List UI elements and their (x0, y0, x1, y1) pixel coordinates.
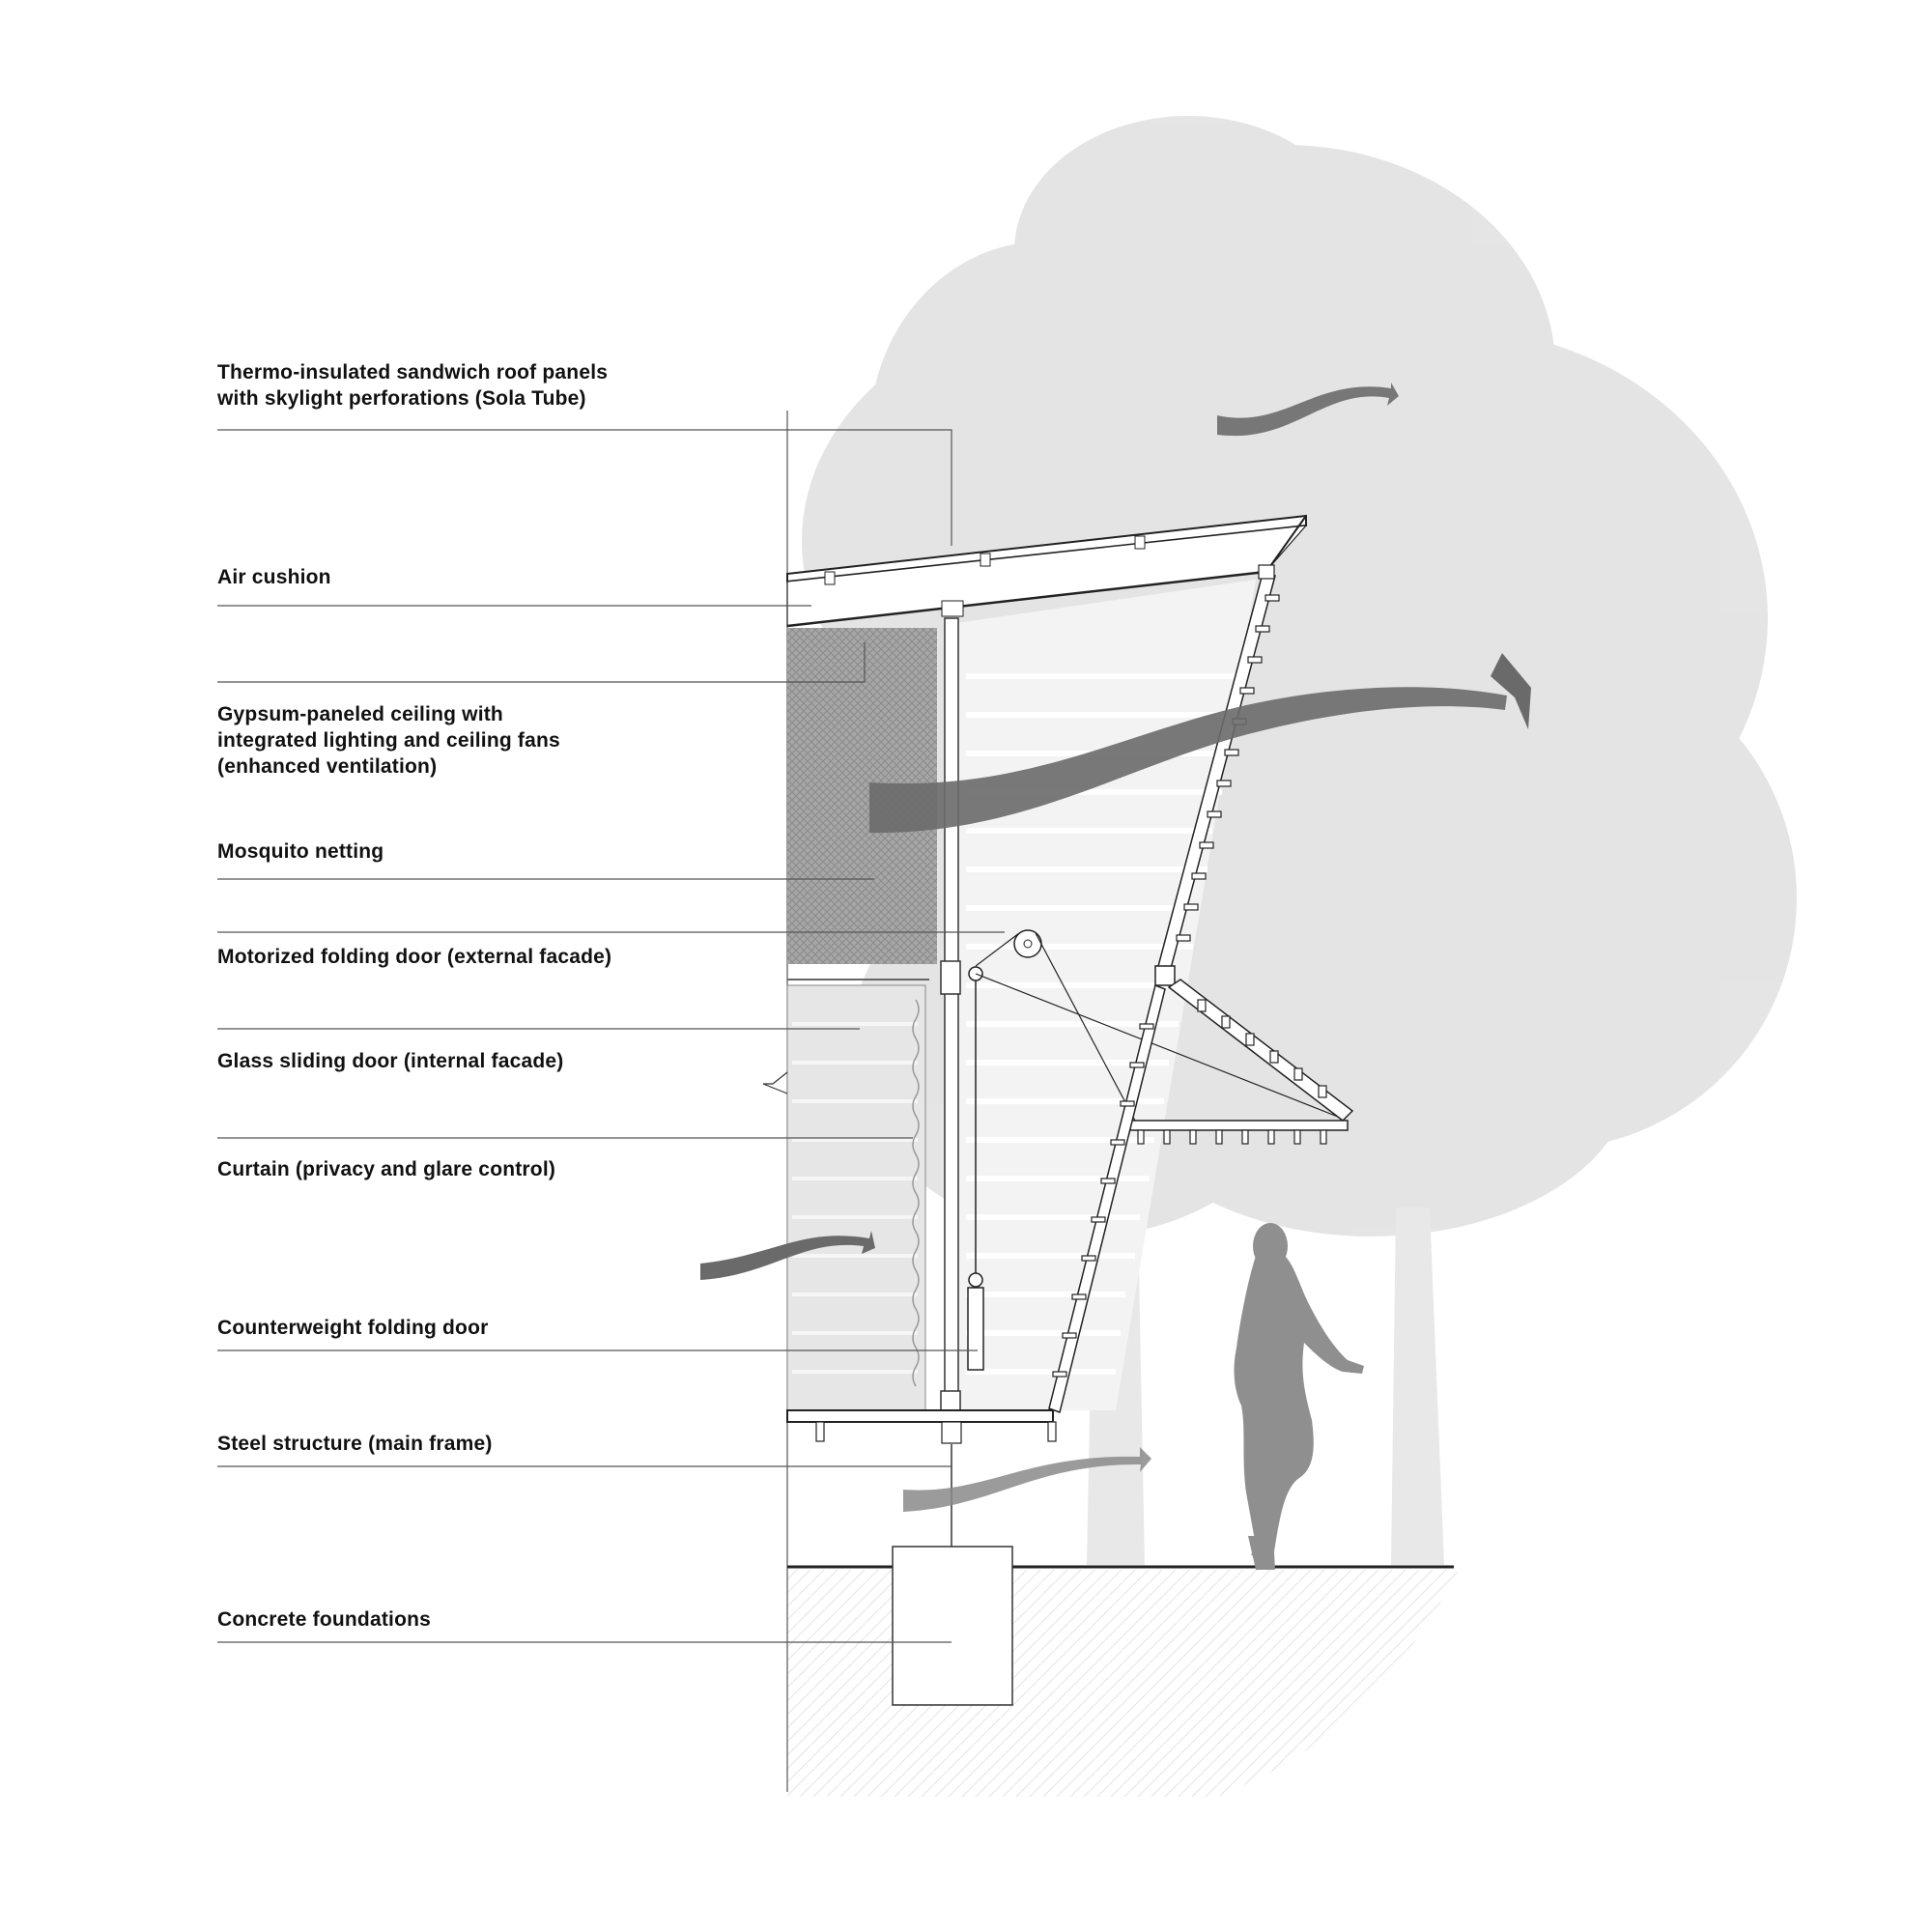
label-air-cushion: Air cushion (217, 566, 331, 588)
glass-door-panel (787, 980, 929, 1410)
label-steel-structure: Steel structure (main frame) (217, 1433, 493, 1455)
label-roof-panels: Thermo-insulated sandwich roof panels with skylight perforations (Sola Tube) (217, 361, 609, 410)
label-foundations: Concrete foundations (217, 1608, 432, 1631)
label-ceiling: Gypsum-paneled ceiling with integrated lighting and ceiling fans (enhanced ventilation) (217, 703, 560, 778)
person-silhouette (1235, 1223, 1364, 1570)
floor-slab (787, 1410, 1056, 1443)
break-symbol (763, 1072, 787, 1094)
concrete-foundation (893, 1547, 1012, 1705)
label-mosquito-netting: Mosquito netting (217, 840, 384, 863)
label-glass-door: Glass sliding door (internal facade) (217, 1050, 564, 1072)
label-curtain: Curtain (privacy and glare control) (217, 1158, 556, 1180)
label-motorized-door: Motorized folding door (external facade) (217, 946, 612, 968)
soil-hatch (787, 1570, 1459, 1797)
label-counterweight-door: Counterweight folding door (217, 1317, 489, 1339)
